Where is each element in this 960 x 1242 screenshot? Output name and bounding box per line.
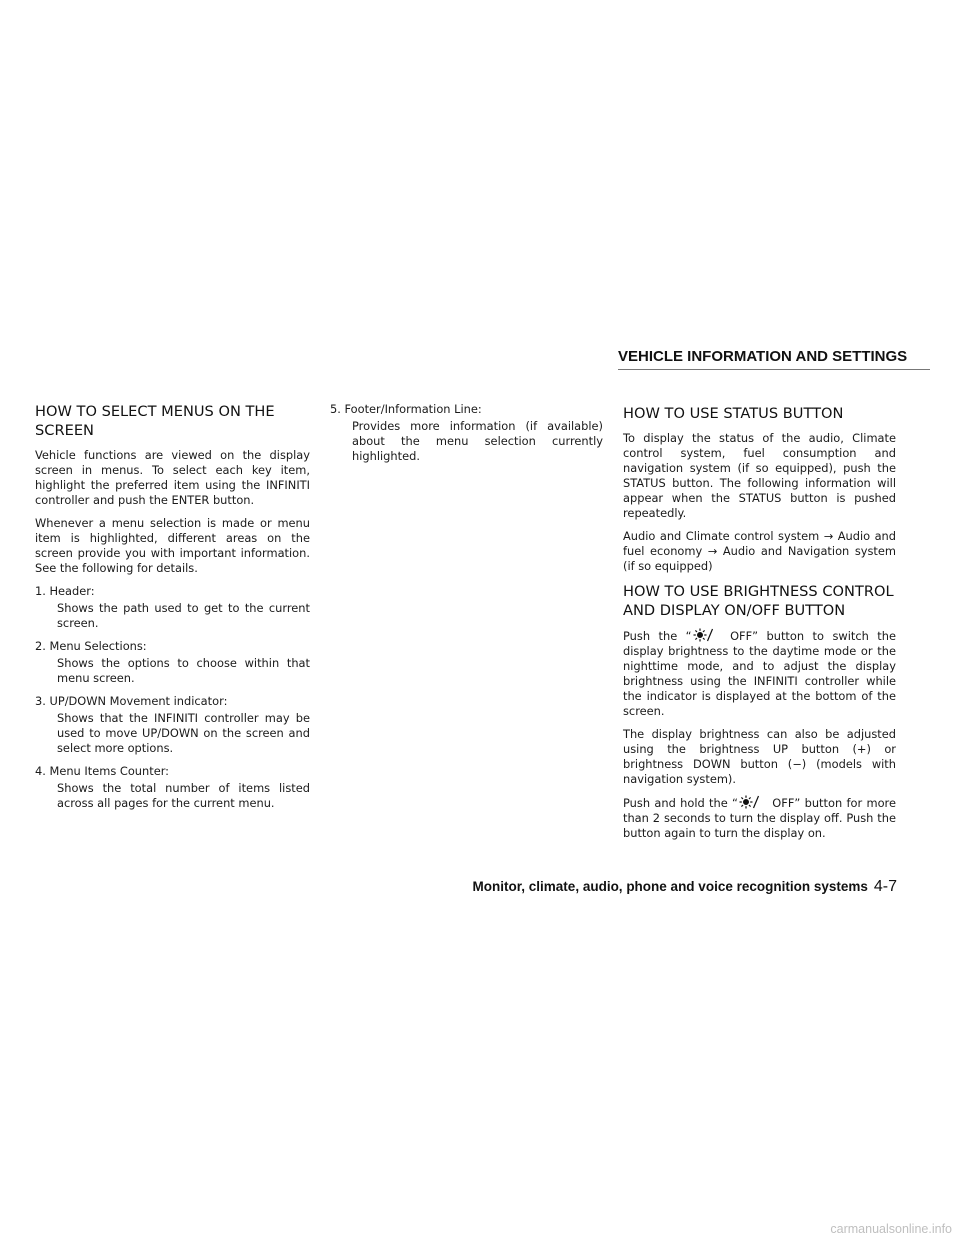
status-button-heading: HOW TO USE STATUS BUTTON [623, 405, 844, 422]
select-menus-paragraph-1: Vehicle functions are viewed on the display screen in menus. To select each key item, highlight the preferred item using the INFINITI controller and push the ENTER button. [35, 448, 310, 507]
watermark: carmanualsonline.info [830, 1222, 952, 1236]
text-run: Push the “ [623, 629, 692, 643]
section-header: VEHICLE INFORMATION AND SETTINGS [618, 348, 930, 370]
item-label: 2. Menu Selections: [35, 639, 147, 653]
list-item [35, 764, 310, 811]
right-column [623, 404, 896, 849]
sun-moon-icon [692, 628, 722, 642]
brightness-paragraph-3 [623, 795, 896, 841]
text-run: OFF” button for more than 2 seconds to turn the display off. Push the button again to turn the display on. [623, 796, 896, 840]
list-item [35, 584, 310, 631]
sun-moon-icon [738, 795, 768, 809]
item-description: Shows the path used to get to the current screen. [57, 601, 310, 630]
item-description: Shows that the INFINITI controller may be used to move UP/DOWN on the screen and select more options. [57, 711, 310, 755]
select-menus-heading: HOW TO SELECT MENUS ON THE SCREEN [35, 403, 275, 439]
list-item [35, 694, 310, 756]
item-description: Shows the options to choose within that menu screen. [57, 656, 310, 685]
item-description: Provides more information (if available) about the menu selection currently highlighted. [352, 419, 603, 463]
brightness-paragraph-1 [623, 628, 896, 719]
item-label: 3. UP/DOWN Movement indicator: [35, 694, 228, 708]
brightness-paragraph-2: The display brightness can also be adjusted using the brightness UP button (+) or brightness DOWN button (−) (models with navigation system). [623, 727, 896, 786]
text-run: Push and hold the “ [623, 796, 738, 810]
status-paragraph-1: To display the status of the audio, Climate control system, fuel consumption and navigation system (if so equipped), push the STATUS button. The following information will appear when the STATUS button is pushed repeatedly. [623, 431, 896, 520]
left-column [35, 402, 310, 819]
text-run: OFF” button to switch the display brightness to the daytime mode or the nighttime mode, and to adjust the display brightness using the INFINITI controller while the indicator is displayed at the bottom of the screen. [623, 629, 896, 718]
item-label: 1. Header: [35, 584, 95, 598]
item-label: 4. Menu Items Counter: [35, 764, 170, 778]
list-item [35, 639, 310, 686]
chapter-title: Monitor, climate, audio, phone and voice recognition systems [472, 879, 868, 894]
select-menus-paragraph-2: Whenever a menu selection is made or menu item is highlighted, different areas on the screen provide you with important information. See the following for details. [35, 516, 310, 575]
status-paragraph-2: Audio and Climate control system → Audio and fuel economy → Audio and Navigation system (if so equipped) [623, 529, 896, 573]
page-number: 4-7 [873, 878, 897, 895]
brightness-heading: HOW TO USE BRIGHTNESS CONTROL AND DISPLAY ON/OFF BUTTON [623, 583, 894, 619]
middle-column [330, 402, 603, 472]
item-label: 5. Footer/Information Line: [330, 402, 482, 416]
page-footer [0, 878, 897, 896]
item-description: Shows the total number of items listed across all pages for the current menu. [57, 781, 310, 810]
